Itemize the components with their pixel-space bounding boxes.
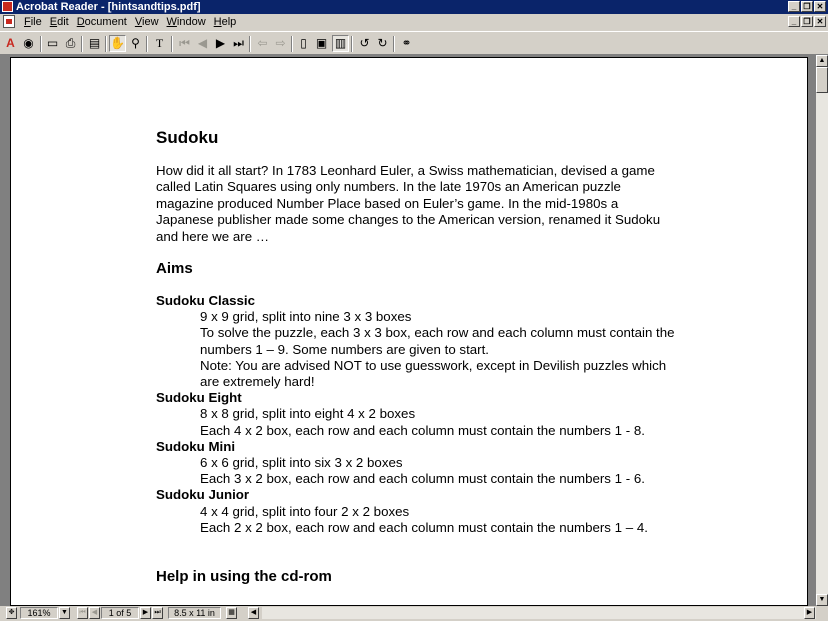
scroll-thumb[interactable] xyxy=(816,67,828,93)
acrobat-app-icon[interactable] xyxy=(2,1,13,12)
show-navigation-pane-icon[interactable]: ▤ xyxy=(88,36,101,50)
print-icon[interactable]: ⎙ xyxy=(65,36,76,50)
doc-close-button[interactable]: ✕ xyxy=(814,16,826,27)
section-title: Sudoku Junior xyxy=(156,487,250,503)
page-indicator[interactable]: 1 of 5 xyxy=(101,607,139,619)
toolbar-separator xyxy=(249,36,251,52)
doc-minimize-button[interactable]: _ xyxy=(788,16,800,27)
first-page-button[interactable]: ⏮ xyxy=(77,607,88,619)
page-title: Sudoku xyxy=(156,128,219,147)
page-layout-button[interactable]: ▦ xyxy=(226,607,237,619)
restore-button[interactable]: ❐ xyxy=(801,1,813,12)
fit-width-icon[interactable]: ▥ xyxy=(332,35,349,52)
toolbar-separator xyxy=(393,36,395,52)
zoom-tool-icon[interactable]: ⚲ xyxy=(131,36,140,50)
page-size: 8.5 x 11 in xyxy=(168,607,221,619)
status-bar xyxy=(0,606,828,621)
section-line: 6 x 6 grid, split into six 3 x 2 boxes xyxy=(200,455,403,471)
help-heading: Help in using the cd-rom xyxy=(156,568,332,586)
menu-help[interactable]: Help xyxy=(213,16,237,28)
last-page-icon[interactable]: ⏭ xyxy=(233,36,244,50)
acrobat-logo-icon[interactable]: A xyxy=(6,36,15,50)
last-page-button[interactable]: ⏭ xyxy=(152,607,163,619)
section-line: Each 4 x 2 box, each row and each column must contain the numbers 1 - 8. xyxy=(200,422,645,438)
scroll-left-button[interactable]: ◀ xyxy=(248,607,259,619)
minimize-button[interactable]: _ xyxy=(788,1,800,12)
menu-window[interactable]: Window xyxy=(166,16,206,28)
previous-page-icon[interactable]: ◀ xyxy=(197,36,208,50)
menu-edit[interactable]: Edit xyxy=(49,16,69,28)
section-title: Sudoku Classic xyxy=(156,293,256,309)
toolbar-separator xyxy=(105,36,107,52)
toolbar xyxy=(0,31,828,55)
section-mini xyxy=(156,439,676,488)
toolbar-separator xyxy=(146,36,148,52)
scroll-down-button[interactable]: ▼ xyxy=(816,594,828,606)
section-classic xyxy=(156,293,676,390)
rotate-right-icon[interactable]: ↻ xyxy=(377,36,388,50)
prev-page-button[interactable]: ◀ xyxy=(89,607,100,619)
zoom-level[interactable]: 161% xyxy=(20,607,58,619)
section-junior xyxy=(156,487,676,536)
section-line: To solve the puzzle, each 3 x 3 box, each row and each column must contain the numbers 1 – 9. Some numbers are given to start. xyxy=(200,325,675,357)
open-icon[interactable]: ▭ xyxy=(46,36,59,50)
hand-tool-icon[interactable]: ✋ xyxy=(110,36,125,50)
section-title: Sudoku Eight xyxy=(156,390,242,406)
menu-view[interactable]: View xyxy=(134,16,159,28)
text-select-tool-icon[interactable]: T xyxy=(155,36,164,50)
next-page-icon[interactable]: ▶ xyxy=(215,36,226,50)
rotate-left-icon[interactable]: ↺ xyxy=(359,36,370,50)
intro-paragraph: How did it all start? In 1783 Leonhard Euler, a Swiss mathematician, devised a game called Latin Squares using only numbers. In the late 1970s an American puzzle magazine produced Number Place based on Euler’s game. In the mid-1980s a Japanese publisher made some changes to the American version, renamed it Sudoku and here we are … xyxy=(156,163,661,244)
section-eight xyxy=(156,390,676,439)
section-line: Each 2 x 2 box, each row and each column must contain the numbers 1 – 4. xyxy=(200,519,648,535)
scroll-up-button[interactable]: ▲ xyxy=(816,55,828,67)
fit-page-icon[interactable]: ▣ xyxy=(315,36,328,50)
scroll-right-button[interactable]: ▶ xyxy=(804,607,815,619)
first-page-icon[interactable]: ⏮ xyxy=(179,36,190,50)
toolbar-separator xyxy=(291,36,293,52)
go-back-icon[interactable]: ⇦ xyxy=(257,36,268,50)
doc-restore-button[interactable]: ❐ xyxy=(801,16,813,27)
toolbar-separator xyxy=(171,36,173,52)
page-content xyxy=(156,128,676,585)
horizontal-scrollbar[interactable] xyxy=(262,607,816,619)
title-bar xyxy=(0,0,828,14)
toolbar-separator xyxy=(351,36,353,52)
section-line: Note: You are advised NOT to use guesswork, except in Devilish puzzles which are extremely hard! xyxy=(200,357,667,390)
section-line: 4 x 4 grid, split into four 2 x 2 boxes xyxy=(200,503,410,519)
document-area xyxy=(0,55,816,606)
pdf-page xyxy=(10,57,808,606)
go-forward-icon[interactable]: ⇨ xyxy=(275,36,286,50)
section-line: 8 x 8 grid, split into eight 4 x 2 boxes xyxy=(200,406,416,422)
section-line: 9 x 9 grid, split into nine 3 x 3 boxes xyxy=(200,309,412,325)
section-line: Each 3 x 2 box, each row and each column must contain the numbers 1 - 6. xyxy=(200,471,645,487)
actual-size-icon[interactable]: ▯ xyxy=(300,36,307,50)
aims-heading: Aims xyxy=(156,260,193,278)
section-title: Sudoku Mini xyxy=(156,438,236,454)
find-icon[interactable]: ⚭ xyxy=(401,36,412,50)
vertical-scrollbar[interactable] xyxy=(816,55,828,606)
close-button[interactable]: ✕ xyxy=(814,1,826,12)
zoom-dropdown-button[interactable]: ▼ xyxy=(59,607,70,619)
document-icon[interactable] xyxy=(3,15,15,28)
window-title: Acrobat Reader - [hintsandtips.pdf] xyxy=(16,1,201,13)
move-icon[interactable]: ✥ xyxy=(6,607,17,619)
toolbar-separator xyxy=(81,36,83,52)
menu-bar xyxy=(0,14,828,30)
web-icon[interactable]: ◉ xyxy=(23,36,34,50)
menu-file[interactable]: File xyxy=(24,16,42,28)
menu-document[interactable]: Document xyxy=(76,16,127,28)
toolbar-separator xyxy=(40,36,42,52)
next-page-button[interactable]: ▶ xyxy=(140,607,151,619)
